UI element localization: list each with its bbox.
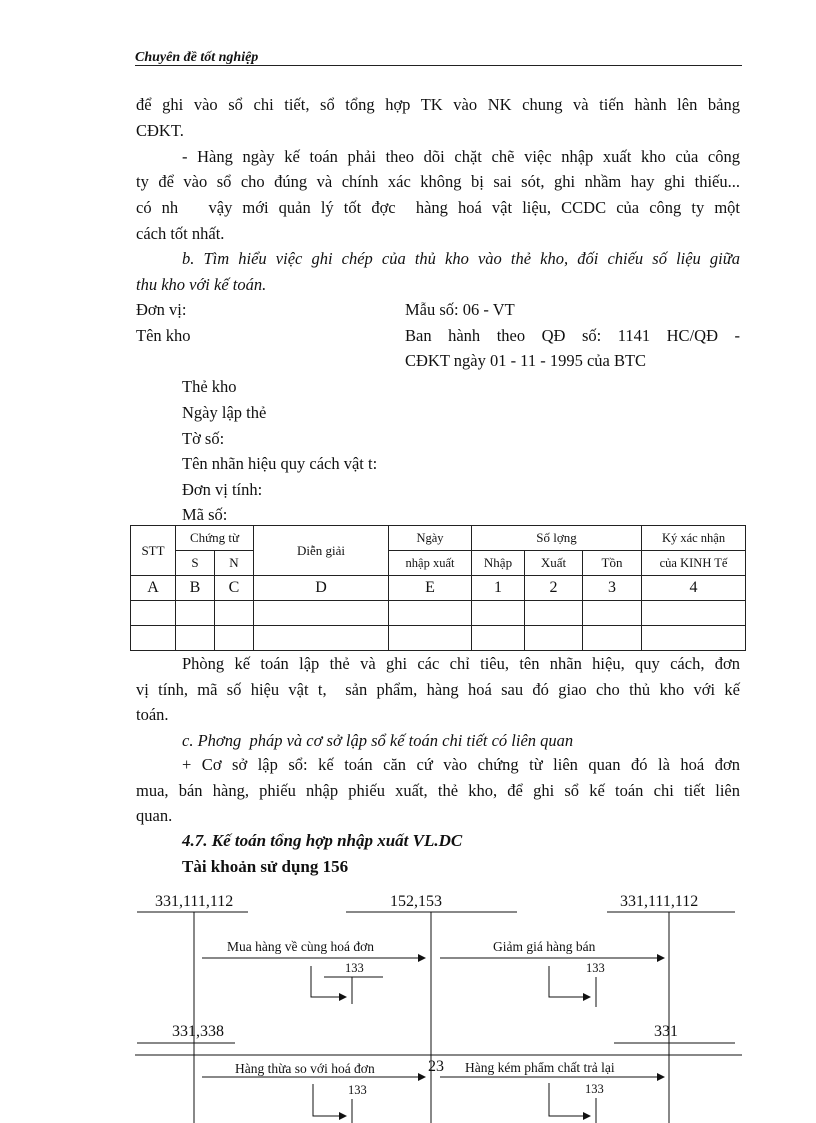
code-cell: C (215, 576, 254, 601)
para4-line3: quan. (136, 806, 173, 825)
code-cell: E (389, 576, 472, 601)
label-discount: Giảm giá hàng bán (493, 939, 596, 954)
sub-account-133-label-1: 133 (345, 961, 364, 975)
para3-line2: vị tính, mã số hiệu vật t, sản phẩm, hàng hoá sau đó giao cho thủ kho với kế (136, 680, 740, 699)
code-cell: 1 (472, 576, 525, 601)
code-cell: D (254, 576, 389, 601)
th-xuat: Xuất (525, 551, 583, 576)
th-nhap: Nhập (472, 551, 525, 576)
issued-line2: CĐKT ngày 01 - 11 - 1995 của BTC (405, 351, 647, 370)
th-s: S (176, 551, 215, 576)
para4-line2: mua, bán hàng, phiếu nhập phiếu xuất, thẻ kho, để ghi sổ kế toán chi tiết liên (136, 781, 740, 800)
field-don-vi-tinh: Đơn vị tính: (182, 480, 263, 499)
page-header-title: Chuyên đề tốt nghiệp (135, 50, 259, 65)
label-buy: Mua hàng về cùng hoá đơn (227, 939, 374, 954)
label-return: Hàng kém phẩm chất trả lại (465, 1060, 615, 1075)
para2-line2: ty để vào sổ cho đúng và chính xác không bị sai sót, ghi nhầm hay ghi thiếu... (136, 172, 740, 191)
section-title: 4.7. Kế toán tổng hợp nhập xuất VL.DC (182, 831, 463, 850)
th-ton: Tồn (583, 551, 642, 576)
th-chung-tu: Chứng từ (176, 526, 254, 551)
section-account: Tài khoản sử dụng 156 (182, 857, 349, 876)
sub-account-133-label-2: 133 (586, 961, 605, 975)
para3-line3: toán. (136, 705, 169, 724)
para2-line4: cách tốt nhất. (136, 224, 225, 243)
para2-line1: - Hàng ngày kế toán phải theo dõi chặt chẽ việc nhập xuất kho của công (182, 147, 740, 166)
unit-label: Đơn vị: (136, 300, 187, 319)
code-cell: B (176, 576, 215, 601)
code-cell: 2 (525, 576, 583, 601)
field-ma-so: Mã số: (182, 505, 228, 524)
arrow-vat-2 (549, 966, 590, 997)
th-n: N (215, 551, 254, 576)
arrow-vat-3 (313, 1084, 346, 1116)
arrow-vat-4 (549, 1083, 590, 1116)
para1-line1: để ghi vào sổ chi tiết, sổ tổng hợp TK vào NK chung và tiến hành lên bảng (136, 95, 740, 114)
para2-line3: có nh vậy mới quản lý tốt đợc hàng hoá vật liệu, CCDC của công ty một (136, 198, 740, 217)
code-cell: 3 (583, 576, 642, 601)
sub-account-133-label-3: 133 (348, 1083, 367, 1097)
code-cell: A (131, 576, 176, 601)
para3-line1: Phòng kế toán lập thẻ và ghi các chỉ tiêu, tên nhãn hiệu, quy cách, đơn (182, 654, 740, 673)
label-surplus: Hàng thừa so với hoá đơn (235, 1061, 375, 1076)
field-ten-nhan-hieu: Tên nhãn hiệu quy cách vật t: (182, 454, 378, 473)
heading-b-line2: thu kho với kế toán. (136, 275, 267, 294)
para1-line2: CĐKT. (136, 121, 184, 140)
sub-account-133-label-4: 133 (585, 1082, 604, 1096)
field-to-so: Tờ số: (182, 429, 225, 448)
th-dien-giai: Diễn giải (254, 526, 389, 576)
arrow-vat-1 (311, 966, 346, 997)
warehouse-label: Tên kho (136, 326, 191, 345)
th-so-luong: Số lợng (472, 526, 642, 551)
page-number: 23 (428, 1058, 444, 1075)
form-number: Mẫu số: 06 - VT (405, 300, 515, 319)
account-left-top: 331,111,112 (155, 893, 234, 910)
th-stt: STT (131, 526, 176, 576)
account-right-bottom: 331 (654, 1023, 678, 1040)
field-ngay-lap-the: Ngày lập thẻ (182, 403, 267, 422)
code-cell: 4 (642, 576, 746, 601)
account-left-bottom: 331,338 (172, 1023, 224, 1040)
heading-c: c. Phơng pháp và cơ sở lập sổ kế toán chi tiết có liên quan (182, 731, 574, 750)
th-nhap-xuat: nhập xuất (389, 551, 472, 576)
para4-line1: + Cơ sở lập sổ: kế toán căn cứ vào chứng từ liên quan đó là hoá đơn (182, 755, 740, 774)
account-center: 152,153 (390, 893, 442, 910)
account-right-top: 331,111,112 (620, 893, 699, 910)
issued-line1: Ban hành theo QĐ số: 1141 HC/QĐ - (405, 326, 740, 345)
th-cua-kinh-te: của KINH Tế (642, 551, 746, 576)
th-ky-xac-nhan: Ký xác nhận (642, 526, 746, 551)
th-ngay: Ngày (389, 526, 472, 551)
field-the-kho: Thẻ kho (182, 377, 237, 396)
heading-b-line1: b. Tìm hiểu việc ghi chép của thủ kho vào thẻ kho, đối chiếu số liệu giữa (182, 249, 740, 268)
